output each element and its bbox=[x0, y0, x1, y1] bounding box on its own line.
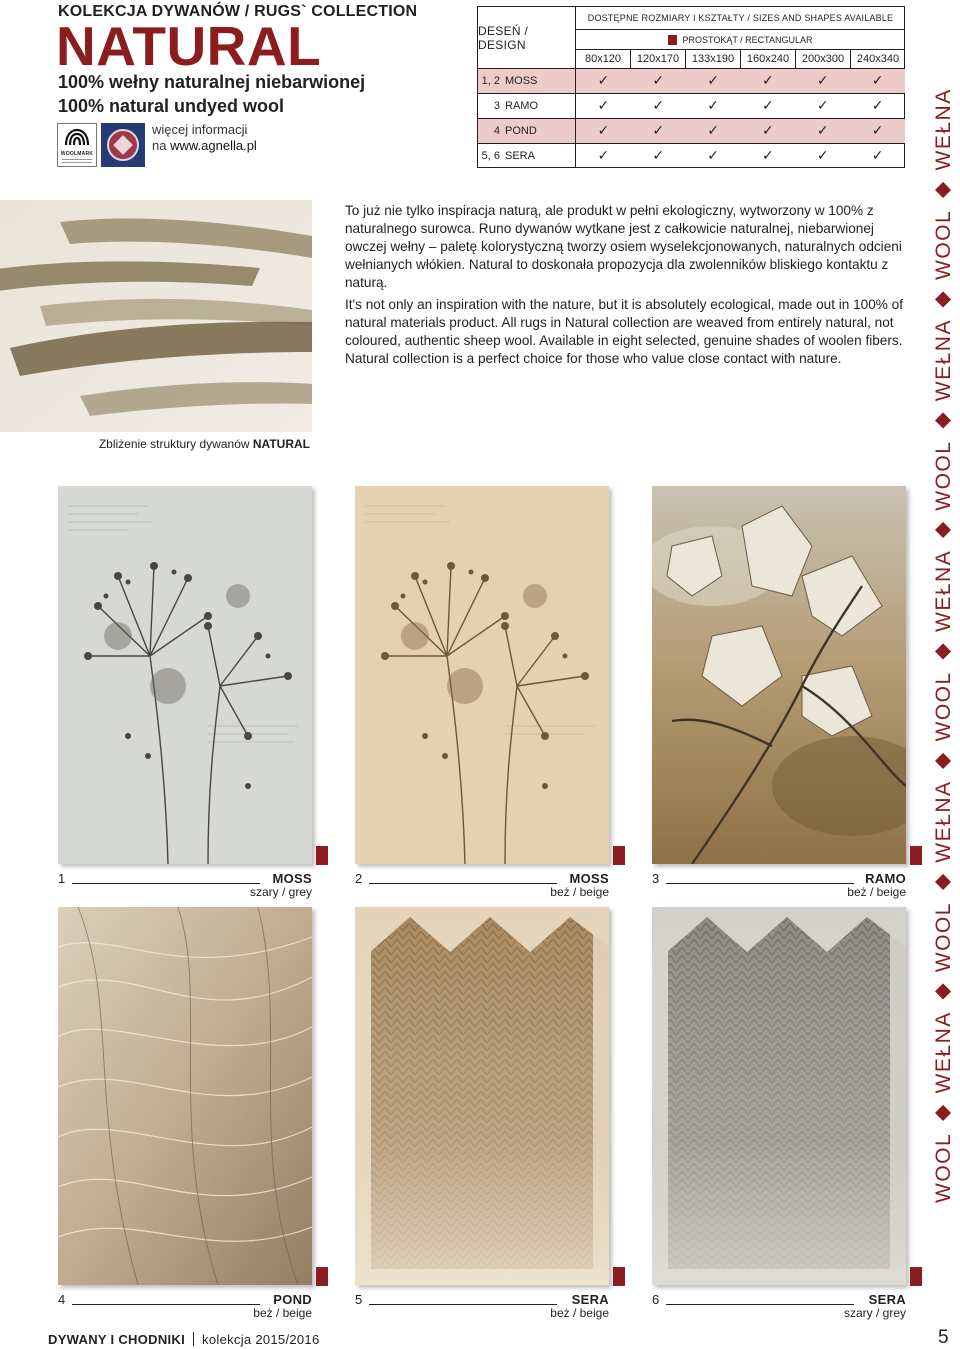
more-info-block bbox=[152, 122, 257, 154]
rug-index: 1 bbox=[58, 871, 66, 886]
description-polish: To już nie tylko inspiracja naturą, ale produkt w pełni ekologiczny, wytworzony w 100% z naturalnego surowca. Runo dywanów wytkane jest z całkowicie naturalnej, niebarwionej owczej wełny – paletę kolorystyczną tworzy osiem wyselekcjonowanych, naturalnych odcieni wełnianych włókien. Natural to doskonała propozycja dla zwolenników bliskiego kontaktu z naturą. bbox=[345, 203, 902, 290]
check-icon: ✓ bbox=[707, 98, 719, 114]
size-header: 240x340 bbox=[856, 53, 900, 65]
rug-index: 6 bbox=[652, 1292, 660, 1307]
rug-color-marker bbox=[316, 1267, 328, 1286]
rug-color: beż / beige bbox=[550, 885, 609, 899]
rug-color-marker bbox=[910, 846, 922, 865]
check-icon: ✓ bbox=[762, 73, 774, 89]
row-availability bbox=[576, 69, 905, 93]
row-availability bbox=[576, 94, 905, 118]
row-design-name: RAMO bbox=[500, 94, 576, 118]
table-row bbox=[478, 93, 905, 118]
caption-rule bbox=[72, 883, 260, 884]
check-icon: ✓ bbox=[762, 98, 774, 114]
check-icon: ✓ bbox=[652, 123, 665, 139]
check-icon: ✓ bbox=[597, 73, 610, 89]
size-header: 120x170 bbox=[631, 50, 686, 68]
collection-kicker: KOLEKCJA DYWANÓW / RUGS` COLLECTION bbox=[58, 3, 418, 20]
rug-caption bbox=[652, 871, 906, 901]
check-icon: ✓ bbox=[707, 148, 719, 164]
closeup-caption bbox=[0, 437, 310, 451]
rug-name: SERA bbox=[868, 1292, 906, 1307]
caption-rule bbox=[369, 883, 557, 884]
rug-caption bbox=[652, 1292, 906, 1322]
check-icon: ✓ bbox=[871, 73, 884, 89]
rug-image-ramo-beige[interactable] bbox=[652, 486, 906, 864]
size-headers bbox=[576, 50, 905, 68]
row-number: 1, 2 bbox=[481, 75, 500, 87]
check-icon: ✓ bbox=[652, 73, 665, 89]
size-header: 200x300 bbox=[796, 50, 851, 68]
collection-description bbox=[345, 202, 907, 368]
rug-caption bbox=[355, 871, 609, 901]
side-wool-text: WOOL ◆ WEŁNA ◆ WOOL ◆ WEŁNA ◆ WOOL ◆ WEŁNA ◆ WOOL ◆ WEŁNA ◆ WOOL ◆ WEŁNA bbox=[932, 88, 955, 1204]
page-footer bbox=[48, 1332, 319, 1347]
design-column-header: DESEŃ / DESIGN bbox=[478, 7, 576, 68]
woolmark-logo bbox=[57, 123, 97, 167]
quality-seal-logo bbox=[101, 123, 145, 167]
collection-title: NATURAL bbox=[56, 15, 322, 77]
rug-image-pond-beige[interactable] bbox=[58, 907, 312, 1285]
row-design-name: MOSS bbox=[500, 69, 576, 93]
rug-caption bbox=[355, 1292, 609, 1322]
check-icon: ✓ bbox=[652, 148, 665, 164]
rug-index: 5 bbox=[355, 1292, 363, 1307]
caption-rule bbox=[666, 1304, 854, 1305]
rug-name: MOSS bbox=[272, 871, 312, 886]
check-icon: ✓ bbox=[707, 73, 719, 89]
rug-color-marker bbox=[316, 846, 328, 865]
seal-emblem-icon bbox=[107, 129, 139, 161]
footer-collection: kolekcja 2015/2016 bbox=[202, 1332, 320, 1347]
check-icon: ✓ bbox=[816, 98, 829, 114]
row-design-name: SERA bbox=[500, 144, 576, 168]
rug-image-sera-grey[interactable] bbox=[652, 907, 906, 1285]
check-icon: ✓ bbox=[707, 123, 719, 139]
woolmark-divider bbox=[62, 159, 92, 163]
rug-color-marker bbox=[910, 1267, 922, 1286]
side-wool-strip bbox=[927, 0, 960, 1290]
closeup-caption-bold: NATURAL bbox=[252, 437, 310, 451]
rug-image-moss-beige[interactable] bbox=[355, 486, 609, 864]
table-row bbox=[478, 118, 905, 143]
rug-image-sera-beige[interactable] bbox=[355, 907, 609, 1285]
check-icon: ✓ bbox=[762, 123, 774, 139]
rug-index: 2 bbox=[355, 871, 363, 886]
rug-index: 3 bbox=[652, 871, 660, 886]
website-link[interactable]: www.agnella.pl bbox=[170, 138, 257, 153]
size-header: 160x240 bbox=[741, 50, 796, 68]
caption-rule bbox=[666, 883, 854, 884]
size-header: 80x120 bbox=[576, 50, 631, 68]
footer-separator bbox=[193, 1332, 194, 1346]
rug-color: szary / grey bbox=[249, 885, 312, 899]
rug-color: beż / beige bbox=[847, 885, 906, 899]
rug-name: MOSS bbox=[569, 871, 609, 886]
texture-closeup-image bbox=[0, 200, 312, 432]
more-info-prefix: na bbox=[152, 138, 167, 153]
footer-brand: DYWANY I CHODNIKI bbox=[48, 1332, 186, 1347]
row-availability bbox=[576, 144, 905, 168]
page-number: 5 bbox=[938, 1327, 949, 1348]
check-icon: ✓ bbox=[871, 148, 884, 164]
check-icon: ✓ bbox=[871, 123, 884, 139]
available-sizes-header: DOSTĘPNE ROZMIARY I KSZTAŁTY / SIZES AND SHAPES AVAILABLE bbox=[576, 7, 905, 30]
check-icon: ✓ bbox=[652, 98, 665, 114]
more-info-label: więcej informacji bbox=[152, 122, 248, 137]
row-number: 5, 6 bbox=[481, 150, 500, 162]
rug-name: SERA bbox=[571, 1292, 609, 1307]
rug-color-marker bbox=[613, 846, 625, 865]
subtitle-english: 100% natural undyed wool bbox=[58, 96, 285, 116]
rug-color-marker bbox=[613, 1267, 625, 1286]
description-english: It's not only an inspiration with the nature, but it is absolutely ecological, made out in 100% of natural materials product. All rugs in Natural collection are weaved from entirely natural, not coloured, authentic sheep wool. Available in eight selected, genuine shades of woolen fibers. Natural collection is a perfect choice for those who value close contact with nature. bbox=[345, 297, 904, 366]
table-row bbox=[478, 143, 905, 168]
size-header: 133x190 bbox=[686, 50, 741, 68]
check-icon: ✓ bbox=[762, 148, 774, 164]
shape-label: PROSTOKĄT / RECTANGULAR bbox=[682, 34, 813, 45]
subtitle-polish: 100% wełny naturalnej niebarwionej bbox=[58, 72, 366, 92]
row-availability bbox=[576, 119, 905, 143]
rug-color: beż / beige bbox=[253, 1306, 312, 1320]
table-row bbox=[478, 68, 905, 93]
row-number: 3 bbox=[493, 100, 500, 112]
check-icon: ✓ bbox=[816, 148, 829, 164]
rectangle-shape-icon bbox=[668, 35, 677, 45]
row-design-name: POND bbox=[500, 119, 576, 143]
closeup-caption-text: Zbliżenie struktury dywanów bbox=[98, 437, 250, 451]
check-icon: ✓ bbox=[597, 98, 610, 114]
shape-header bbox=[576, 30, 905, 50]
caption-rule bbox=[72, 1304, 260, 1305]
woolmark-icon bbox=[63, 127, 91, 149]
rug-index: 4 bbox=[58, 1292, 66, 1307]
check-icon: ✓ bbox=[871, 98, 884, 114]
check-icon: ✓ bbox=[816, 123, 829, 139]
rug-name: POND bbox=[273, 1292, 312, 1307]
check-icon: ✓ bbox=[816, 73, 829, 89]
woolmark-label: WOOLMARK bbox=[60, 151, 94, 157]
rug-image-moss-grey[interactable] bbox=[58, 486, 312, 864]
rug-color: szary / grey bbox=[843, 1306, 906, 1320]
row-number: 4 bbox=[493, 125, 500, 137]
check-icon: ✓ bbox=[597, 148, 610, 164]
caption-rule bbox=[369, 1304, 557, 1305]
rug-caption bbox=[58, 871, 312, 901]
rug-color: beż / beige bbox=[550, 1306, 609, 1320]
sizes-table bbox=[477, 6, 905, 168]
check-icon: ✓ bbox=[597, 123, 610, 139]
more-info-link-line bbox=[152, 138, 257, 154]
rug-name: RAMO bbox=[865, 871, 906, 886]
rug-caption bbox=[58, 1292, 312, 1322]
